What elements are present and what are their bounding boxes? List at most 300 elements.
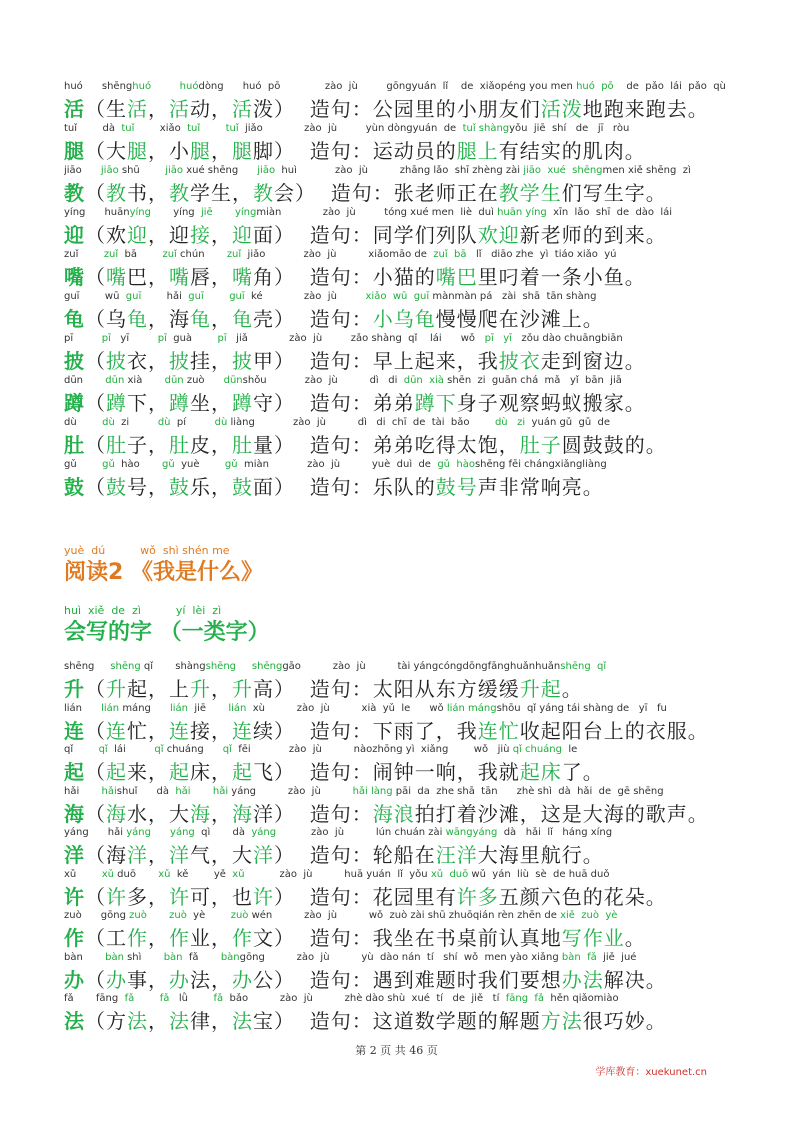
pinyin-segment bbox=[129, 417, 158, 428]
pinyin-segment: zuò bbox=[64, 910, 82, 921]
pinyin-segment: zào jù bbox=[276, 827, 345, 838]
pinyin-segment bbox=[200, 123, 225, 134]
pinyin-segment: wǒ zuò zài shū zhuōqián rèn zhēn de bbox=[337, 910, 561, 921]
hanzi-text: （ bbox=[85, 349, 106, 373]
hanzi-text: 事， bbox=[127, 967, 169, 992]
pinyin-segment: dūn bbox=[223, 375, 243, 386]
subsection-pinyin: huì xiě de zì yí lèi zì bbox=[64, 604, 222, 617]
pinyin-segment: tuǐ bbox=[187, 123, 201, 134]
pinyin-segment: jiāo bbox=[100, 165, 119, 176]
pinyin-segment: gōng bbox=[239, 951, 265, 963]
highlighted-word: 嘴 bbox=[106, 265, 127, 289]
pinyin-segment: zào jù bbox=[281, 207, 356, 218]
pinyin-segment: yuán gǔ gǔ de bbox=[525, 417, 611, 428]
pinyin-segment: huì bbox=[275, 165, 297, 176]
pinyin-segment: hǎi bbox=[141, 291, 189, 302]
pinyin-segment: tuǐ shàng bbox=[462, 123, 510, 134]
pinyin-segment: zuò bbox=[169, 910, 187, 921]
hanzi-line bbox=[64, 757, 764, 787]
highlighted-word: 腿 bbox=[232, 139, 253, 163]
watermark: 学库教育：xuekunet.cn bbox=[595, 1067, 707, 1078]
highlighted-word: 洋 bbox=[169, 843, 190, 867]
pinyin-segment: dù bbox=[214, 417, 228, 428]
pinyin-segment: yíng bbox=[151, 207, 201, 218]
hanzi-text: 可，也 bbox=[190, 884, 253, 909]
pinyin-segment: chuáng bbox=[163, 744, 204, 755]
hanzi-text: 法， bbox=[190, 967, 232, 992]
pinyin-segment: mànmàn pá zài shā tān shàng bbox=[429, 291, 597, 302]
pinyin-segment: zuǐ bbox=[226, 249, 242, 260]
pinyin-segment: shēng bbox=[251, 661, 283, 672]
highlighted-word: 小乌龟 bbox=[372, 307, 436, 331]
pinyin-segment: bàn bbox=[163, 951, 183, 963]
highlighted-word: 肚 bbox=[169, 433, 190, 457]
pinyin-segment: dù zi bbox=[494, 417, 526, 428]
pinyin-line bbox=[64, 332, 764, 346]
pinyin-segment: fǎ bbox=[64, 993, 74, 1004]
pinyin-segment: xiǎo bbox=[134, 123, 188, 134]
hanzi-text: 收起阳台上的衣服。 bbox=[519, 718, 709, 743]
pinyin-segment: yuè bbox=[174, 459, 200, 470]
pinyin-segment: wén bbox=[248, 910, 273, 921]
pinyin-segment: xǔ bbox=[101, 868, 114, 880]
pinyin-segment: lián bbox=[228, 702, 247, 714]
hanzi-text: （ bbox=[85, 884, 106, 909]
pinyin-segment: tuǐ bbox=[64, 123, 78, 134]
pinyin-line bbox=[64, 660, 764, 674]
highlighted-word: 蹲 bbox=[106, 391, 127, 415]
pinyin-segment: yè bbox=[186, 910, 206, 921]
pinyin-segment: gǔ hào bbox=[437, 459, 475, 470]
highlighted-word: 法 bbox=[169, 1009, 190, 1033]
pinyin-segment: dì di chī de tài bǎo bbox=[325, 417, 495, 428]
hanzi-text: 守） 造句：弟弟 bbox=[253, 391, 415, 415]
pinyin-segment: jiǎo bbox=[238, 123, 263, 134]
pinyin-segment: gāo bbox=[282, 661, 301, 672]
pinyin-segment: shì bbox=[123, 951, 142, 963]
hanzi-text: 子， bbox=[127, 433, 169, 457]
hanzi-line bbox=[64, 220, 764, 250]
pinyin-segment: gǔ bbox=[224, 459, 238, 470]
pinyin-segment: huān bbox=[85, 207, 130, 218]
pinyin-segment: yě bbox=[188, 868, 233, 880]
pinyin-segment: xǔ bbox=[158, 868, 171, 880]
hanzi-text: 唇， bbox=[190, 265, 232, 289]
pinyin-segment: xīn lǎo shī de dào lái bbox=[546, 207, 673, 218]
pinyin-segment bbox=[82, 703, 101, 714]
pinyin-segment: huó pō bbox=[223, 81, 281, 92]
head-character: 鼓 bbox=[64, 475, 85, 499]
pinyin-segment: shuǐ bbox=[116, 785, 138, 797]
hanzi-text: 壳） 造句： bbox=[253, 307, 373, 331]
vocab-row bbox=[64, 743, 764, 787]
pinyin-segment: zào jù bbox=[264, 951, 330, 963]
pinyin-segment bbox=[199, 952, 221, 963]
hanzi-text: ） 造句：轮船在 bbox=[274, 843, 436, 867]
highlighted-word: 腿 bbox=[127, 139, 148, 163]
vocab-row bbox=[64, 206, 764, 250]
pinyin-segment: huā yuán lǐ yǒu bbox=[312, 868, 431, 880]
highlighted-word: 汪洋 bbox=[435, 843, 478, 867]
pinyin-segment: xià bbox=[124, 375, 143, 386]
pinyin-segment bbox=[192, 333, 217, 344]
highlighted-word: 办 bbox=[106, 967, 127, 992]
pinyin-segment: huó bbox=[151, 81, 199, 92]
pinyin-segment: zào jù bbox=[268, 459, 341, 470]
hanzi-text: 文） 造句：我坐在书桌前认真地 bbox=[253, 926, 562, 950]
hanzi-line bbox=[64, 304, 764, 334]
vocab-row bbox=[64, 374, 764, 418]
pinyin-segment: shàng bbox=[153, 661, 206, 672]
highlighted-word: 洋 bbox=[127, 843, 148, 867]
pinyin-segment: fǎ bbox=[159, 993, 170, 1004]
pinyin-segment: gōng bbox=[81, 910, 130, 921]
pinyin-segment: jiāo bbox=[257, 165, 276, 176]
pinyin-segment: dù bbox=[102, 417, 115, 428]
pinyin-segment: yíng bbox=[234, 207, 257, 218]
pinyin-segment: tóng xué men liè duì bbox=[355, 207, 498, 218]
head-character: 迎 bbox=[64, 223, 85, 247]
highlighted-word: 法 bbox=[232, 1009, 253, 1033]
highlighted-word: 连 bbox=[106, 718, 127, 743]
hanzi-line bbox=[64, 262, 764, 292]
pinyin-segment: zào jù bbox=[248, 993, 313, 1004]
hanzi-text: 水，大 bbox=[127, 801, 190, 826]
hanzi-text: 身子观察蚂蚁搬家。 bbox=[456, 391, 646, 415]
hanzi-text: 动， bbox=[190, 97, 232, 121]
pinyin-segment: zào jù bbox=[264, 702, 330, 714]
pinyin-segment: jiǎ bbox=[226, 333, 248, 344]
hanzi-text: ， bbox=[148, 926, 169, 950]
hanzi-text: ，迎 bbox=[148, 223, 190, 247]
head-character: 办 bbox=[64, 967, 85, 992]
hanzi-text: （ bbox=[85, 967, 106, 992]
pinyin-segment bbox=[140, 165, 165, 176]
pinyin-segment: shēn zi guān chá mǎ yǐ bān jiā bbox=[443, 375, 622, 386]
hanzi-text: ， bbox=[211, 307, 232, 331]
pinyin-segment: pī bbox=[64, 333, 74, 344]
highlighted-word: 蹲下 bbox=[414, 391, 457, 415]
highlighted-word: 作 bbox=[232, 926, 253, 950]
pinyin-segment bbox=[205, 249, 227, 260]
pinyin-segment: zào jù bbox=[262, 291, 337, 302]
pinyin-segment: jiǎo bbox=[241, 249, 266, 260]
vocab-row bbox=[64, 248, 764, 292]
highlighted-word: 办 bbox=[169, 967, 190, 992]
pinyin-segment bbox=[199, 459, 224, 470]
hanzi-text: 巴， bbox=[127, 265, 169, 289]
hanzi-text: 挂， bbox=[190, 349, 232, 373]
pinyin-segment: dòng bbox=[198, 81, 224, 92]
hanzi-text: 多， bbox=[127, 884, 169, 909]
pinyin-segment: fǎ bbox=[124, 993, 135, 1004]
highlighted-word: 升起 bbox=[519, 677, 562, 701]
pinyin-segment bbox=[78, 249, 103, 260]
pinyin-line bbox=[64, 909, 764, 923]
pinyin-segment: zhāng lǎo shī zhèng zài bbox=[368, 165, 524, 176]
highlighted-word: 洋 bbox=[253, 843, 274, 867]
highlighted-word: 作 bbox=[127, 926, 148, 950]
pinyin-line bbox=[64, 416, 764, 430]
pinyin-segment bbox=[205, 375, 224, 386]
pinyin-segment: pī yī bbox=[484, 333, 512, 344]
highlighted-word: 许 bbox=[253, 884, 274, 909]
hanzi-text: 有结实的肌肉。 bbox=[498, 139, 646, 163]
highlighted-word: 起 bbox=[232, 760, 253, 784]
pinyin-segment bbox=[321, 786, 353, 797]
hanzi-line bbox=[64, 965, 764, 995]
hanzi-line bbox=[64, 1006, 764, 1036]
pinyin-line bbox=[64, 785, 764, 799]
pinyin-segment: jiē bbox=[201, 207, 213, 218]
hanzi-text: （方 bbox=[85, 1009, 127, 1033]
highlighted-word: 起 bbox=[106, 760, 127, 784]
pinyin-segment: guī bbox=[188, 291, 204, 302]
highlighted-word: 腿 bbox=[190, 139, 211, 163]
pinyin-segment: men xiě shēng zì bbox=[602, 165, 691, 176]
hanzi-text: （ bbox=[85, 265, 106, 289]
hanzi-text: （欢 bbox=[85, 223, 127, 247]
highlighted-word: 连 bbox=[169, 718, 190, 743]
pinyin-segment: zào jù bbox=[272, 910, 338, 921]
hanzi-text: （生 bbox=[85, 97, 127, 121]
pinyin-line bbox=[64, 290, 764, 304]
hanzi-line bbox=[64, 136, 764, 166]
pinyin-segment: lǜ bbox=[169, 993, 189, 1004]
hanzi-text: ， bbox=[211, 223, 232, 247]
hanzi-text: 高） 造句：太阳从东方缓缓 bbox=[253, 677, 520, 701]
pinyin-segment: gǔ bbox=[162, 459, 175, 470]
highlighted-word: 接 bbox=[190, 223, 211, 247]
highlighted-word: 连 bbox=[232, 718, 253, 743]
head-character: 海 bbox=[64, 801, 85, 826]
pinyin-segment: le bbox=[561, 744, 578, 755]
pinyin-segment: dù bbox=[64, 417, 77, 428]
highlighted-word: 嘴 bbox=[232, 265, 253, 289]
pinyin-segment: qǐ bbox=[222, 744, 232, 755]
hanzi-text: 拍打着沙滩，这是大海的歌声。 bbox=[414, 801, 709, 826]
pinyin-segment: guà bbox=[166, 333, 193, 344]
pinyin-segment: dūn bbox=[105, 375, 125, 386]
hanzi-text: 。 bbox=[624, 926, 646, 950]
pinyin-segment: dà bbox=[210, 827, 252, 838]
pinyin-segment: xù bbox=[246, 702, 265, 714]
head-character: 蹲 bbox=[64, 391, 85, 415]
highlighted-word: 迎 bbox=[232, 223, 253, 247]
hanzi-text: （ bbox=[85, 760, 106, 784]
pinyin-segment: xiǎo wū guī bbox=[365, 291, 430, 302]
hanzi-text: ， bbox=[211, 139, 232, 163]
pinyin-segment bbox=[140, 459, 162, 470]
pinyin-segment: zào jù bbox=[300, 661, 366, 672]
pinyin-line bbox=[64, 826, 764, 840]
hanzi-text: 气，大 bbox=[190, 843, 253, 867]
pinyin-segment: pī bbox=[217, 333, 227, 344]
pinyin-line bbox=[64, 248, 764, 262]
highlighted-word: 披 bbox=[106, 349, 127, 373]
pinyin-segment: hǎi bbox=[212, 785, 229, 797]
head-character: 许 bbox=[64, 884, 85, 909]
pinyin-segment: yáng bbox=[251, 827, 277, 838]
pinyin-segment: xiǎomāo de bbox=[336, 249, 434, 260]
pinyin-segment: hǎi bbox=[64, 785, 80, 797]
hanzi-text: 律， bbox=[190, 1009, 232, 1033]
vocab-row bbox=[64, 290, 764, 334]
pinyin-segment: yù dào nán tí shí wǒ men yào xiǎng bbox=[329, 951, 562, 963]
highlighted-word: 连忙 bbox=[477, 718, 520, 743]
pinyin-segment: huó bbox=[132, 81, 152, 92]
hanzi-text: 忙， bbox=[127, 718, 169, 743]
hanzi-text: 角） 造句：小猫的 bbox=[253, 265, 436, 289]
pinyin-segment: hǎi bbox=[101, 785, 117, 797]
highlighted-word: 活 bbox=[232, 97, 253, 121]
hanzi-text: 号， bbox=[127, 475, 169, 499]
hanzi-text: 业， bbox=[190, 926, 232, 950]
pinyin-segment: pāi da zhe shā tān zhè shì dà hǎi de gē shēng bbox=[392, 785, 664, 797]
pinyin-segment: shǒu bbox=[242, 375, 267, 386]
pinyin-segment bbox=[83, 375, 105, 386]
pinyin-segment: fǎ bbox=[213, 993, 224, 1004]
pinyin-segment: guī bbox=[64, 291, 80, 302]
hanzi-text: 宝） 造句：这道数学题的解题 bbox=[253, 1009, 541, 1033]
pinyin-segment: xǔ bbox=[64, 868, 77, 880]
vocab-row bbox=[64, 785, 764, 829]
hanzi-text: ， bbox=[148, 1009, 169, 1033]
pinyin-segment bbox=[337, 291, 366, 302]
pinyin-segment: miàn bbox=[256, 207, 282, 218]
section-pinyin: yuè dú wǒ shì shén me bbox=[64, 544, 230, 557]
pinyin-segment: hǎi làng bbox=[352, 785, 393, 797]
hanzi-line bbox=[64, 388, 764, 418]
highlighted-word: 升 bbox=[232, 677, 253, 701]
pinyin-segment: zǎo shàng qǐ lái wǒ bbox=[322, 333, 485, 344]
pinyin-segment: huān yíng bbox=[497, 207, 547, 218]
hanzi-text: 会） 造句：张老师正在 bbox=[274, 181, 499, 205]
pinyin-segment: shēng qǐ bbox=[560, 661, 607, 672]
pinyin-segment: guī bbox=[125, 291, 142, 302]
pinyin-segment: hěn qiǎomiào bbox=[544, 993, 619, 1004]
hanzi-text: 很巧妙。 bbox=[582, 1009, 667, 1033]
hanzi-text: 走到窗边。 bbox=[540, 349, 646, 373]
vocab-row bbox=[64, 992, 764, 1036]
pinyin-segment: pī bbox=[157, 333, 167, 344]
pinyin-segment: dūn xià bbox=[403, 375, 444, 386]
head-character: 连 bbox=[64, 718, 85, 743]
pinyin-segment: dà hǎi lǐ háng xíng bbox=[497, 827, 613, 838]
pinyin-segment: zào jù bbox=[256, 785, 321, 797]
pinyin-segment: bàn bbox=[105, 951, 124, 963]
hanzi-text: 解决。 bbox=[603, 967, 667, 992]
hanzi-line bbox=[64, 840, 764, 870]
hanzi-text: （ bbox=[85, 475, 106, 499]
pinyin-segment bbox=[213, 207, 235, 218]
pinyin-segment: yíng bbox=[64, 207, 86, 218]
pinyin-segment bbox=[134, 993, 159, 1004]
pinyin-segment: fǎ bbox=[182, 951, 199, 963]
pinyin-segment: huó bbox=[64, 81, 83, 92]
hanzi-text: 下， bbox=[127, 391, 169, 415]
pinyin-segment: lián bbox=[101, 702, 120, 714]
pinyin-segment: zuò bbox=[129, 910, 147, 921]
pinyin-segment bbox=[73, 744, 98, 755]
pinyin-segment: zào jù bbox=[244, 868, 313, 880]
pinyin-segment: qǐ bbox=[140, 661, 153, 672]
pinyin-segment bbox=[76, 869, 101, 880]
hanzi-text: 起，上 bbox=[127, 677, 190, 701]
highlighted-word: 蹲 bbox=[232, 391, 253, 415]
hanzi-text: 脚） 造句：运动员的 bbox=[253, 139, 457, 163]
hanzi-text: 书， bbox=[127, 181, 169, 205]
highlighted-word: 许多 bbox=[456, 884, 499, 909]
vocab-row bbox=[64, 122, 764, 166]
pinyin-line bbox=[64, 868, 764, 882]
hanzi-text: 们写生字。 bbox=[561, 181, 667, 205]
highlighted-word: 教 bbox=[106, 181, 127, 205]
pinyin-segment: wāngyáng bbox=[445, 827, 498, 838]
pinyin-segment: yáng bbox=[126, 827, 151, 838]
hanzi-text: 里叼着一条小鱼。 bbox=[477, 265, 646, 289]
subsection-title: 会写的字 （一类字） bbox=[64, 620, 270, 645]
vocab-row bbox=[64, 416, 764, 460]
hanzi-line bbox=[64, 472, 764, 502]
hanzi-text: 续） 造句：下雨了，我 bbox=[253, 718, 478, 743]
head-character: 龟 bbox=[64, 307, 85, 331]
hanzi-text: （工 bbox=[85, 926, 127, 950]
pinyin-segment bbox=[188, 993, 213, 1004]
pinyin-segment: qì bbox=[194, 827, 211, 838]
pinyin-segment: nàozhōng yì xiǎng wǒ jiù bbox=[321, 744, 513, 755]
pinyin-line bbox=[64, 206, 764, 220]
pinyin-segment: duō bbox=[113, 868, 136, 880]
hanzi-text: 洋） 造句： bbox=[253, 801, 373, 826]
pinyin-segment: qǐ bbox=[98, 744, 108, 755]
pinyin-segment bbox=[141, 952, 163, 963]
pinyin-segment: jiāo bbox=[165, 165, 184, 176]
highlighted-word: 龟 bbox=[127, 307, 148, 331]
pinyin-segment: zào jù bbox=[247, 333, 323, 344]
highlighted-word: 嘴巴 bbox=[435, 265, 478, 289]
pinyin-segment bbox=[206, 703, 228, 714]
pinyin-segment bbox=[186, 417, 215, 428]
head-character: 活 bbox=[64, 97, 85, 121]
pinyin-segment: yíng bbox=[129, 207, 151, 218]
head-character: 升 bbox=[64, 677, 85, 701]
pinyin-segment bbox=[142, 375, 164, 386]
pinyin-segment: pī bbox=[101, 333, 111, 344]
hanzi-text: 。 bbox=[561, 677, 583, 701]
reading-section-header bbox=[64, 544, 263, 588]
vocab-row bbox=[64, 458, 764, 502]
pinyin-segment: shēng bbox=[64, 661, 95, 672]
hanzi-text: ） 造句：花园里有 bbox=[274, 884, 457, 909]
pinyin-segment: lǐ diāo zhe yì tiáo xiǎo yú bbox=[466, 249, 617, 260]
hanzi-text: 床， bbox=[190, 760, 232, 784]
highlighted-word: 教学生 bbox=[498, 181, 562, 205]
highlighted-word: 蹲 bbox=[169, 391, 190, 415]
hanzi-text: （海 bbox=[85, 843, 127, 867]
pinyin-segment bbox=[151, 703, 170, 714]
highlighted-word: 鼓 bbox=[106, 475, 127, 499]
hanzi-text: 皮， bbox=[190, 433, 232, 457]
pinyin-segment: tuǐ bbox=[225, 123, 239, 134]
highlighted-word: 龟 bbox=[190, 307, 211, 331]
hanzi-text: 面） 造句：同学们列队 bbox=[253, 223, 478, 247]
hanzi-text: ， bbox=[211, 677, 232, 701]
pinyin-segment: huó pō bbox=[576, 81, 614, 92]
pinyin-line bbox=[64, 458, 764, 472]
pinyin-segment: xué shēng bbox=[183, 165, 239, 176]
pinyin-segment: wǔ yán liù sè de huā duǒ bbox=[468, 868, 610, 880]
